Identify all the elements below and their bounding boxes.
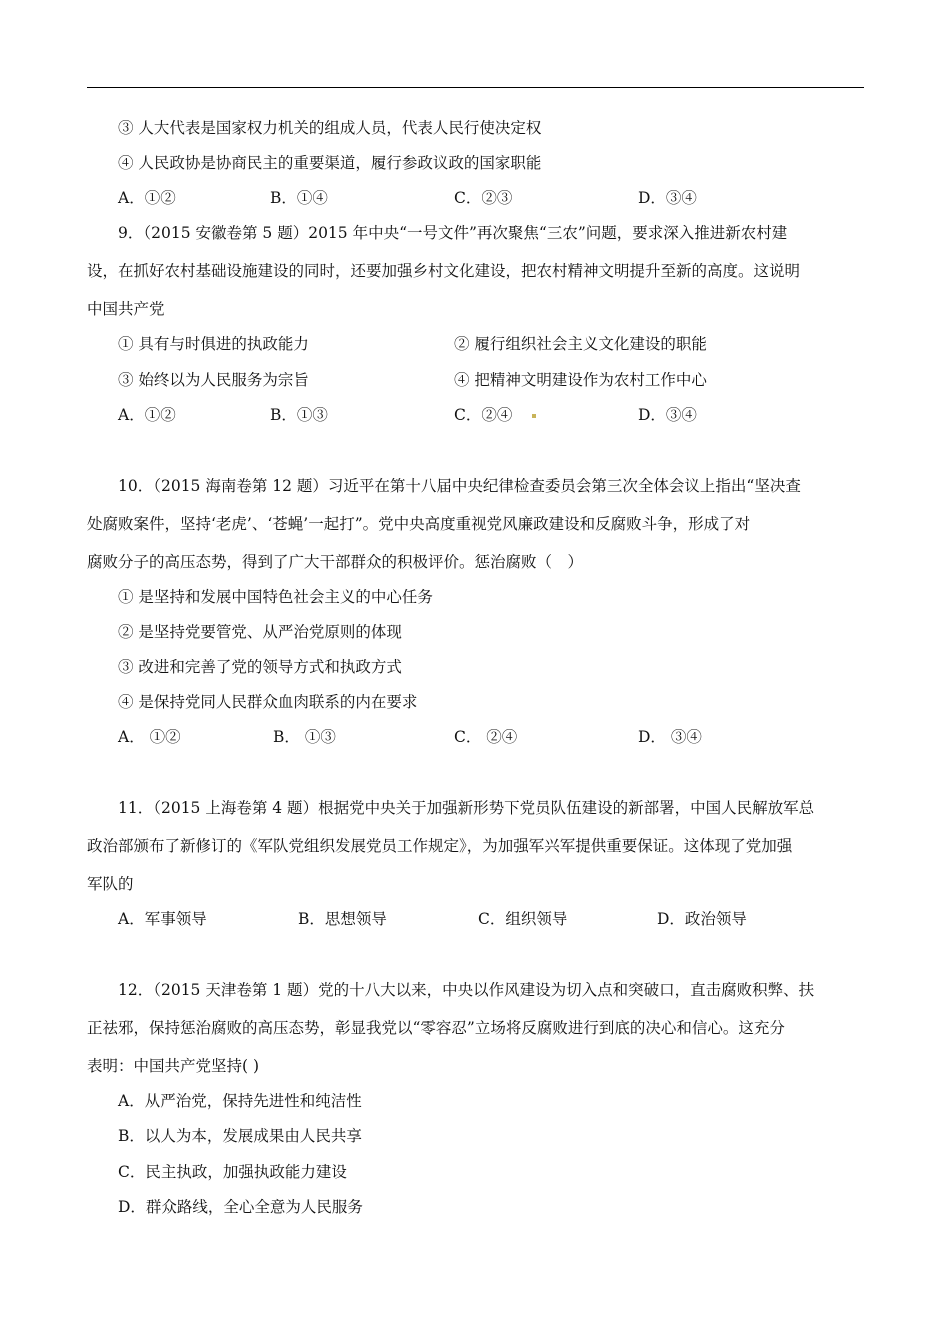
q10-stem-line-2: 处腐败案件，坚持‘老虎’、‘苍蝇’一起打”。党中央高度重视党风廉政建设和反腐败斗争，形成了对 [87,515,751,533]
q9-option-c: C．②④ [454,406,513,424]
q12-stem-line-3: 表明：中国共产党坚持( ) [87,1057,260,1075]
q9-option-b: B．①③ [270,406,328,424]
q11-option-d: D．政治领导 [657,910,747,928]
q9-option-d: D．③④ [638,406,697,424]
q9-stem-line-3: 中国共产党 [87,300,165,318]
option-d: D．③④ [638,189,697,207]
q9-statement-2: ② 履行组织社会主义文化建设的职能 [454,335,707,353]
statement-4: ④ 人民政协是协商民主的重要渠道，履行参政议政的国家职能 [118,154,542,172]
q10-option-d: D． ③④ [638,728,702,746]
q9-stem-line-1: 9．（2015 安徽卷第 5 题）2015 年中央“一号文件”再次聚焦“三农”问题，要求深入推进新农村建 [118,224,788,242]
q10-stem-line-1: 10．（2015 海南卷第 12 题）习近平在第十八届中央纪律检查委员会第三次全体会议上指出“坚决查 [118,477,801,495]
q10-option-a: A． ①② [118,728,181,746]
q9-statement-1: ① 具有与时俱进的执政能力 [118,335,309,353]
q11-option-a: A．军事领导 [118,910,207,928]
q11-stem-line-3: 军队的 [87,875,134,893]
option-c: C．②③ [454,189,513,207]
q11-stem-line-2: 政治部颁布了新修订的《军队党组织发展党员工作规定》，为加强军兴军提供重要保证。这体现了党加强 [87,837,793,855]
q9-statement-3: ③ 始终以为人民服务为宗旨 [118,371,309,389]
q11-option-b: B．思想领导 [298,910,387,928]
q10-statement-1: ① 是坚持和发展中国特色社会主义的中心任务 [118,588,433,606]
header-rule [87,87,864,88]
q9-option-a: A．①② [118,406,176,424]
option-b: B．①④ [270,189,328,207]
q10-option-c: C． ②④ [454,728,518,746]
q12-stem-line-1: 12．（2015 天津卷第 1 题）党的十八大以来，中央以作风建设为切入点和突破口，直击腐败积弊、扶 [118,981,815,999]
q11-option-c: C．组织领导 [478,910,568,928]
q10-stem-line-3: 腐败分子的高压态势，得到了广大干部群众的积极评价。惩治腐败（ ） [87,553,584,571]
q10-statement-3: ③ 改进和完善了党的领导方式和执政方式 [118,658,402,676]
q12-option-c: C．民主执政，加强执政能力建设 [118,1163,347,1181]
q12-option-a: A．从严治党，保持先进性和纯洁性 [118,1092,362,1110]
q10-statement-4: ④ 是保持党同人民群众血肉联系的内在要求 [118,693,418,711]
q11-stem-line-1: 11．（2015 上海卷第 4 题）根据党中央关于加强新形势下党员队伍建设的新部署，中国人民解放军总 [118,799,815,817]
statement-3: ③ 人大代表是国家权力机关的组成人员，代表人民行使决定权 [118,119,542,137]
q12-option-d: D．群众路线，全心全意为人民服务 [118,1198,363,1216]
q12-option-b: B．以人为本，发展成果由人民共享 [118,1127,362,1145]
stray-dot-mark [532,414,536,418]
q10-option-b: B． ①③ [273,728,336,746]
q9-stem-line-2: 设，在抓好农村基础设施建设的同时，还要加强乡村文化建设，把农村精神文明提升至新的高度。这说明 [87,262,801,280]
option-a: A．①② [118,189,176,207]
q12-stem-line-2: 正祛邪，保持惩治腐败的高压态势，彰显我党以“零容忍”立场将反腐败进行到底的决心和信心。这充分 [87,1019,785,1037]
q10-statement-2: ② 是坚持党要管党、从严治党原则的体现 [118,623,402,641]
q9-statement-4: ④ 把精神文明建设作为农村工作中心 [454,371,707,389]
